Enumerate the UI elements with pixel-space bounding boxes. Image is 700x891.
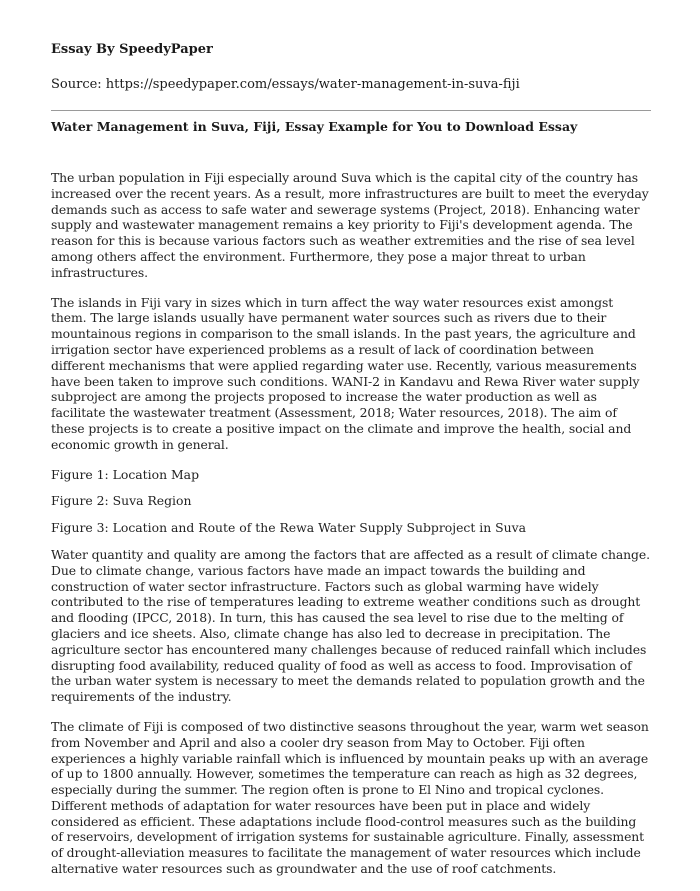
- paragraph-2: The islands in Fiji vary in sizes which in turn affect the way water resources exist amongst them. The large islands usually have permanent water sources such as rivers due to their mountainous regions in comparison to the small islands. In the past years, the agriculture and irrigation sector have experienced problems as a result of lack of coordination between different mechanisms that were applied regarding water use. Recently, various measurements have been taken to improve such conditions. WANI-2 in Kandavu and Rewa River water supply subproject are among the projects proposed to increase the water production as well as facilitate the wastewater treatment (Assessment, 2018; Water resources, 2018). The aim of these projects is to create a positive impact on the climate and improve the health, social and economic growth in general.: [51, 294, 640, 452]
- essay-body: [51, 170, 651, 891]
- figure-caption-2: Figure 2: Suva Region: [51, 493, 192, 509]
- figure-caption-1: Figure 1: Location Map: [51, 466, 200, 482]
- essay-title: Water Management in Suva, Fiji, Essay Example for You to Download Essay: [51, 119, 578, 134]
- source-line: Source: https://speedypaper.com/essays/water-management-in-suva-fiji: [51, 77, 520, 92]
- header-divider: [51, 110, 651, 111]
- paragraph-1: The urban population in Fiji especially around Suva which is the capital city of the country has increased over the recent years. As a result, more infrastructures are built to meet the everyday demands such as access to safe water and sewerage systems (Project, 2018). Enhancing water supply and wastewater management remains a key priority to Fiji's development agenda. The reason for this is because various factors such as weather extremities and the rise of sea level among others affect the environment. Furthermore, they pose a major threat to urban infrastructures.: [51, 170, 649, 280]
- paragraph-4: The climate of Fiji is composed of two distinctive seasons throughout the year, warm wet season from November and April and also a cooler dry season from May to October. Fiji often experiences a highly variable rainfall which is influenced by mountain peaks up with an average of up to 1800 annually. However, sometimes the temperature can reach as high as 32 degrees, especially during the summer. The region often is prone to El Nino and tropical cyclones. Different methods of adaptation for water resources have been put in place and widely considered as efficient. These adaptations include flood-control measures such as the building of reservoirs, development of irrigation systems for sustainable agriculture. Finally, assessment of drought-alleviation measures to facilitate the management of water resources which include alternative water resources such as groundwater and the use of roof catchments.: [51, 718, 649, 877]
- paragraph-3: Water quantity and quality are among the factors that are affected as a result of climate change. Due to climate change, various factors have made an impact towards the building and construction of water sector infrastructure. Factors such as global warming have widely contributed to the rise of temperatures leading to extreme weather conditions such as drought and flooding (IPCC, 2018). In turn, this has caused the sea level to rise due to the melting of glaciers and ice sheets. Also, climate change has also led to decrease in precipitation. The agriculture sector has encountered many challenges because of reduced rainfall which includes disrupting food availability, reduced quality of food as well as access to food. Improvisation of the urban water system is necessary to meet the demands related to population growth and the requirements of the industry.: [51, 546, 650, 705]
- brand-heading: Essay By SpeedyPaper: [51, 42, 213, 57]
- figure-caption-3: Figure 3: Location and Route of the Rewa Water Supply Subproject in Suva: [51, 520, 526, 536]
